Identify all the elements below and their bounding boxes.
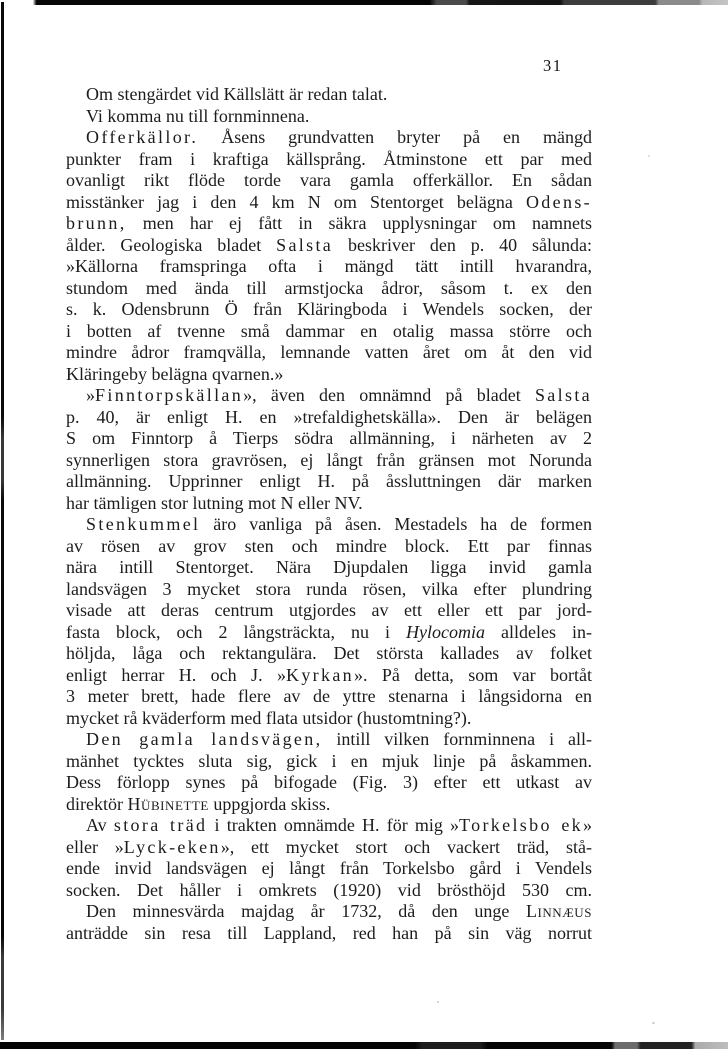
text-line: [66, 450, 592, 472]
text-segment: äro vanliga på åsen. Mestadels ha de formen: [200, 514, 592, 534]
text-line: [66, 536, 592, 558]
text-line: [66, 321, 592, 343]
text-segment: »: [86, 385, 95, 405]
text-segment: Den minnesvärda majdag år 1732, då den unge: [86, 901, 526, 921]
page-number: 31: [543, 56, 563, 75]
letterspaced-term: Salsta: [534, 385, 592, 405]
text-segment: ålder. Geologiska bladet: [66, 234, 277, 255]
text-line: [66, 256, 592, 278]
text-line: [66, 772, 592, 794]
small-caps-name: Hübinette: [127, 793, 209, 814]
letterspaced-term: Stenkummel: [86, 514, 201, 534]
text-segment: anträdde sin resa till Lappland, red han på sin väg norrut: [66, 922, 592, 943]
text-segment: nära intill Stentorget. Nära Djupdalen ligga invid gamla: [66, 557, 592, 577]
scan-speck: [437, 1001, 439, 1003]
text-line: [66, 643, 592, 665]
letterspaced-term: Salsta: [276, 234, 334, 255]
text-line: [66, 385, 592, 407]
text-segment: i botten af tvenne små dammar en otalig massa större och: [66, 320, 592, 341]
paragraph: [66, 815, 592, 901]
paragraph: [66, 901, 592, 944]
text-segment: eller »: [66, 836, 124, 857]
text-line: [66, 235, 592, 257]
text-segment: », ett mycket stort och vackert träd, stå-: [220, 836, 592, 857]
text-line: [66, 170, 592, 192]
paragraph: [66, 729, 592, 815]
text-segment: Kläringeby belägna qvarnen.»: [66, 363, 284, 384]
italic-term: Hylocomia: [406, 621, 485, 642]
text-segment: s. k. Odensbrunn Ö från Kläringboda i Wendels socken, der: [66, 299, 592, 319]
text-line: [66, 364, 592, 386]
text-segment: höljda, låga och rektangulära. Det största kallades av folket: [66, 643, 592, 663]
text-segment: misstänker jag i den 4 km N om Stentorget belägna: [66, 191, 526, 212]
text-segment: fasta block, och 2 långsträckta, nu i: [66, 621, 407, 642]
letterspaced-term: Odens-: [525, 191, 592, 212]
text-segment: Dess förlopp synes på bifogade (Fig. 3) efter ett utkast av: [66, 772, 592, 792]
text-line: [66, 751, 592, 773]
scan-speck: [652, 1022, 655, 1024]
text-segment: visade att deras centrum utgjordes av ett eller ett par jord-: [66, 600, 592, 620]
letterspaced-term: Finntorpskällan: [95, 385, 244, 405]
text-segment: direktör: [66, 793, 128, 814]
text-segment: S om Finntorp å Tierps södra allmänning, i närheten av 2: [66, 428, 592, 448]
text-segment: men har ej fått in säkra upplysningar om namnets: [126, 213, 592, 233]
paragraph: [66, 127, 592, 385]
paragraph: [66, 514, 592, 729]
text-line: [66, 84, 592, 106]
text-segment: Om stengärdet vid Källslätt är redan talat.: [86, 84, 388, 104]
text-line: [66, 407, 592, 429]
text-segment: landsvägen 3 mycket stora runda rösen, vilka efter plundring: [66, 578, 592, 599]
text-line: [66, 192, 592, 214]
text-segment: ovanligt rikt flöde torde vara gamla offerkällor. En sådan: [66, 170, 592, 190]
text-segment: ». På detta, som var bortåt: [354, 664, 592, 685]
paragraph: [66, 84, 592, 106]
letterspaced-term: Kyrkan: [285, 664, 355, 685]
paragraph: [66, 106, 592, 128]
text-line: [66, 858, 592, 880]
text-segment: mycket rå kväderform med flata utsidor (hustomtning?).: [66, 707, 472, 728]
letterspaced-term: Offerkällor.: [86, 127, 199, 147]
text-segment: ende invid landsvägen ej långt från Torkelsbo gård i Vendels: [66, 858, 592, 878]
text-line: [66, 514, 592, 536]
scan-border-bottom: [0, 1042, 728, 1049]
text-line: [66, 579, 592, 601]
text-segment: i trakten omnämde H. för mig »: [207, 815, 460, 835]
text-line: [66, 149, 592, 171]
paragraph: [66, 385, 592, 514]
text-segment: p. 40, är enligt H. en »trefaldighetskälla». Den är belägen: [66, 406, 592, 427]
text-line: [66, 106, 592, 128]
text-line: [66, 600, 592, 622]
text-line: [66, 471, 592, 493]
text-line: [66, 794, 592, 816]
text-segment: 3 meter brett, hade flere av de yttre stenarna i långsidorna en: [66, 686, 592, 706]
text-line: [66, 686, 592, 708]
text-segment: enligt herrar H. och J. »: [66, 664, 286, 685]
text-line: [66, 127, 592, 149]
text-line: [66, 837, 592, 859]
text-segment: mänhet tycktes sluta sig, gick i en mjuk linje på åskammen.: [66, 750, 592, 771]
text-segment: alldeles in-: [485, 621, 592, 642]
text-segment: Åsens grundvatten bryter på en mängd: [198, 127, 592, 147]
text-line: [66, 622, 592, 644]
page-text-block: [66, 84, 592, 944]
text-segment: », även den omnämnd på bladet: [243, 385, 535, 405]
text-line: [66, 729, 592, 751]
text-segment: Vi komma nu till fornminnena.: [86, 105, 310, 126]
letterspaced-term: Den gamla landsvägen,: [86, 729, 323, 749]
text-line: [66, 708, 592, 730]
text-line: [66, 901, 592, 923]
text-line: [66, 923, 592, 945]
text-line: [66, 557, 592, 579]
text-line: [66, 880, 592, 902]
scan-border-top: [0, 0, 728, 5]
text-segment: intill vilken fornminnena i all-: [322, 729, 592, 749]
letterspaced-term: Lyck-eken: [123, 836, 221, 857]
text-segment: »Källorna framspringa ofta i mängd tätt intill hvarandra,: [66, 256, 592, 276]
text-segment: »: [583, 815, 592, 835]
text-segment: beskriver den p. 40 sålunda:: [333, 234, 592, 255]
text-line: [66, 278, 592, 300]
letterspaced-term: stora träd: [113, 815, 208, 835]
letterspaced-term: brunn,: [66, 213, 127, 233]
text-segment: uppgjorda skiss.: [208, 793, 331, 814]
text-line: [66, 299, 592, 321]
small-caps-name: Linnæus: [525, 901, 592, 921]
text-segment: socken. Det håller i omkrets (1920) vid brösthöjd 530 cm.: [66, 879, 592, 900]
text-segment: har tämligen stor lutning mot N eller NV.: [66, 492, 363, 513]
scan-border-left: [1, 2, 4, 1040]
text-line: [66, 815, 592, 837]
text-line: [66, 428, 592, 450]
text-line: [66, 493, 592, 515]
text-segment: synnerligen stora gravrösen, ej långt från gränsen mot Norunda: [66, 449, 592, 470]
text-segment: av rösen av grov sten och mindre block. Ett par finnas: [66, 535, 592, 556]
text-line: [66, 342, 592, 364]
text-segment: Av: [86, 815, 114, 835]
text-segment: punkter fram i kraftiga källsprång. Åtminstone ett par med: [66, 148, 592, 169]
text-segment: stundom med ända till armstjocka ådror, såsom t. ex den: [66, 277, 592, 298]
scan-speck: [648, 155, 650, 157]
text-segment: allmänning. Upprinner enligt H. på åssluttningen där marken: [66, 471, 592, 491]
text-line: [66, 213, 592, 235]
letterspaced-term: Torkelsbo ek: [459, 815, 583, 835]
text-line: [66, 665, 592, 687]
text-segment: mindre ådror framqvälla, lemnande vatten året om åt den vid: [66, 342, 592, 362]
